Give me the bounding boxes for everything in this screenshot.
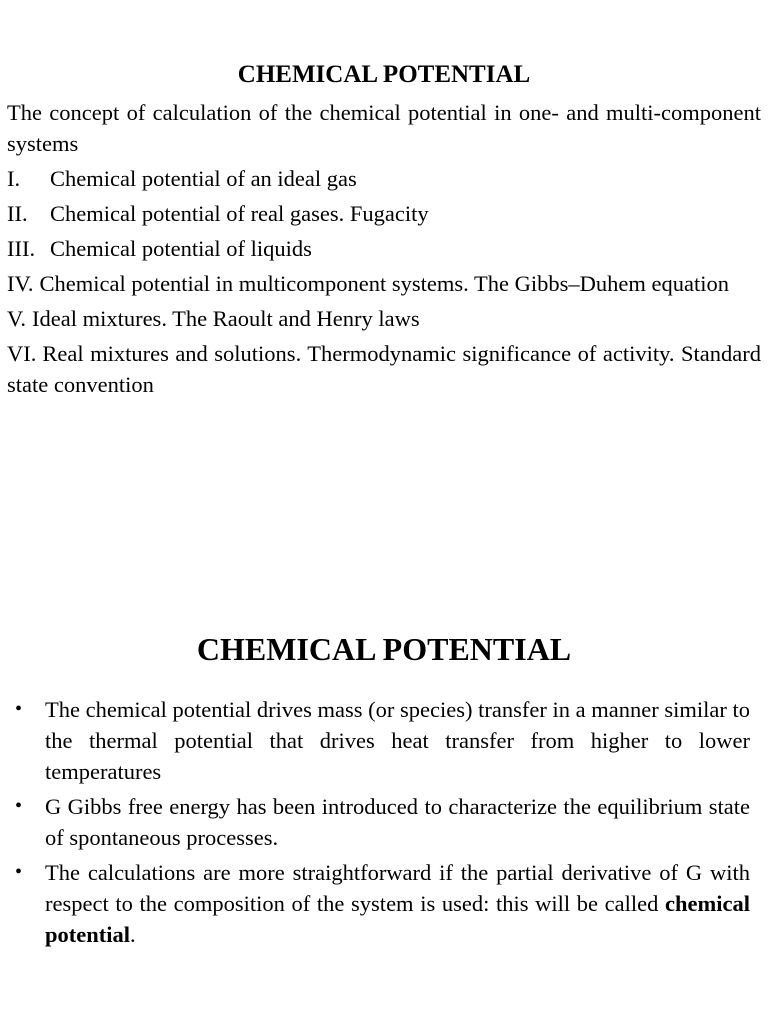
bullet-icon: • xyxy=(15,698,23,720)
list-item-text: Ideal mixtures. The Raoult and Henry laws xyxy=(31,306,420,331)
bullet-icon: • xyxy=(15,795,23,817)
list-item-text: Chemical potential of liquids xyxy=(50,236,312,261)
slide-1-body xyxy=(7,97,761,404)
list-item-number: VI. xyxy=(7,341,37,366)
list-item xyxy=(7,163,761,194)
bullet-text-end: . xyxy=(130,922,136,947)
list-item-number: IV. xyxy=(7,271,34,296)
slide-2 xyxy=(0,600,768,1024)
bullet-text: The calculations are more straightforward if the partial derivative of G with respect to the composition of the system is used: this will be called xyxy=(45,860,750,916)
bullet-item xyxy=(0,857,768,950)
list-item-number: I. xyxy=(7,166,21,191)
slide-2-title: CHEMICAL POTENTIAL xyxy=(196,631,572,667)
list-item-number: III. xyxy=(7,236,36,261)
list-item-text: Chemical potential of an ideal gas xyxy=(50,166,357,191)
bullet-icon: • xyxy=(15,861,23,883)
list-item xyxy=(7,303,761,334)
bullet-list xyxy=(0,694,768,954)
intro-paragraph: The concept of calculation of the chemical potential in one- and multi-component systems xyxy=(7,100,761,156)
list-item xyxy=(7,198,761,229)
list-item-number: V. xyxy=(7,306,26,331)
bullet-text: G Gibbs free energy has been introduced to characterize the equilibrium state of spontaneous processes. xyxy=(45,794,750,850)
list-item xyxy=(7,268,761,299)
slide-1-title: CHEMICAL POTENTIAL xyxy=(237,61,531,88)
list-item-text: Chemical potential in multicomponent systems. The Gibbs–Duhem equation xyxy=(39,271,729,296)
bullet-text: The chemical potential drives mass (or species) transfer in a manner similar to the thermal potential that drives heat transfer from higher to lower temperatures xyxy=(45,697,750,784)
list-item-text: Chemical potential of real gases. Fugacity xyxy=(50,201,429,226)
list-item xyxy=(7,338,761,400)
list-item xyxy=(7,233,761,264)
bullet-item xyxy=(0,791,768,853)
list-item-text: Real mixtures and solutions. Thermodynamic significance of activity. Standard state convention xyxy=(7,341,761,397)
slide-1 xyxy=(0,0,768,500)
bold-term: chemical potential xyxy=(45,891,750,947)
bullet-item xyxy=(0,694,768,787)
list-item-number: II. xyxy=(7,201,28,226)
